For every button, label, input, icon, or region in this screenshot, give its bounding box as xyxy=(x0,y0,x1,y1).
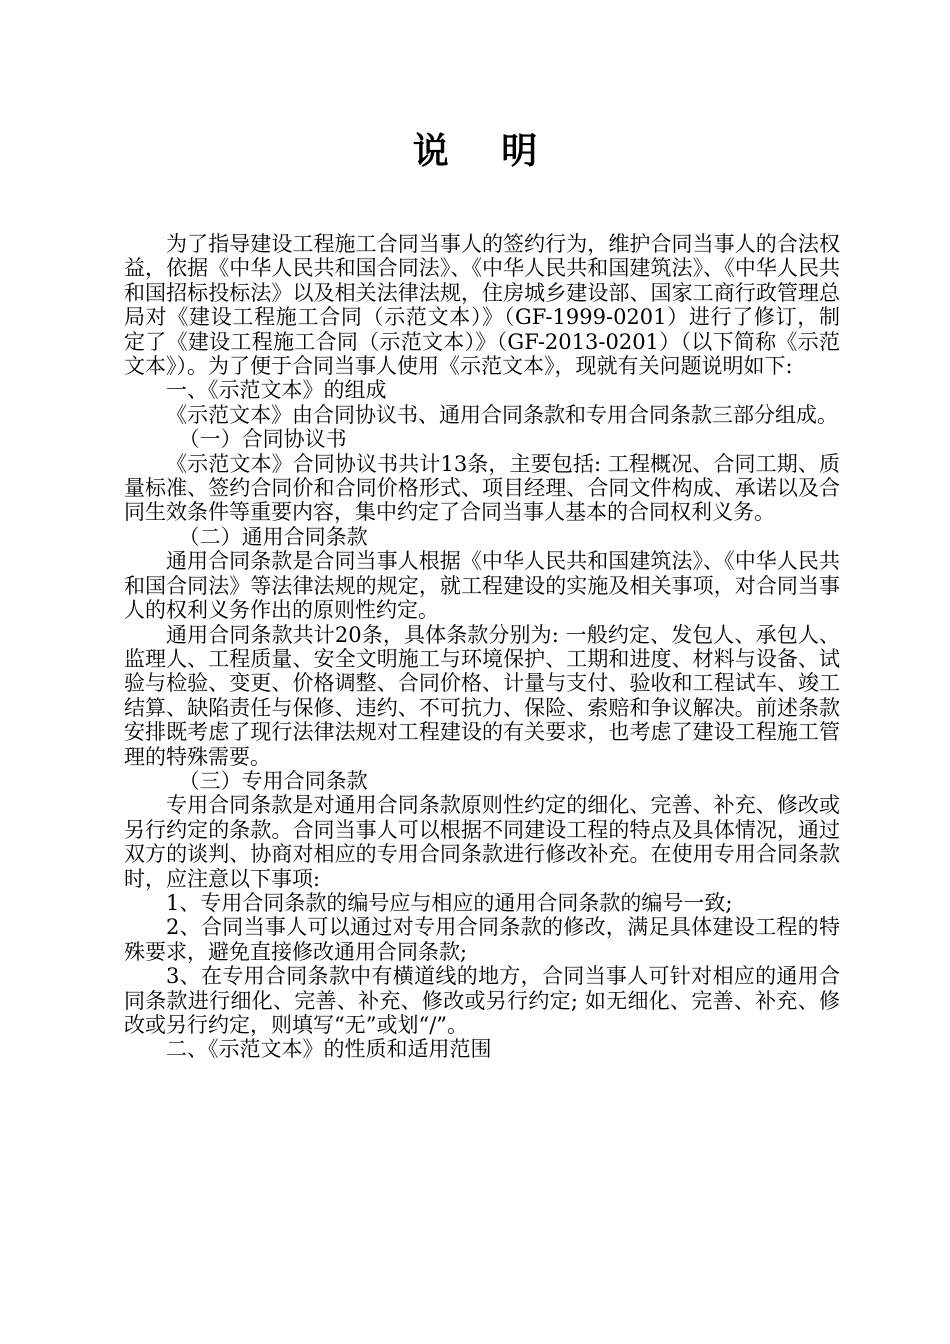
general-terms-paragraph-2: 通用合同条款共计20条，具体条款分别为: 一般约定、发包人、承包人、监理人、工程质量、安全文明施工与环境保护、工期和进度、材料与设备、试验与检验、变更、价格调整、合同价格、计量与支付、验收和工程试车、竣工结算、缺陷责任与保修、违约、不可抗力、保险、索赔和争议解决。前述条款安排既考虑了现行法律法规对工程建设的有关要求，也考虑了建设工程施工管理的特殊需要。 xyxy=(124,622,840,769)
subheading-agreement: （一）合同协议书 xyxy=(178,427,347,452)
section-heading-scope: 二、《示范文本》的性质和适用范围 xyxy=(166,1037,492,1062)
composition-paragraph: 《示范文本》由合同协议书、通用合同条款和专用合同条款三部分组成。 xyxy=(166,402,838,427)
subheading-special-terms: （三）专用合同条款 xyxy=(178,768,368,793)
general-terms-paragraph-1: 通用合同条款是合同当事人根据《中华人民共和国建筑法》、《中华人民共和国合同法》等法律法规的规定，就工程建设的实施及相关事项，对合同当事人的权利义务作出的原则性约定。 xyxy=(124,549,840,623)
page-title: 说 明 xyxy=(412,131,558,172)
subheading-general-terms: （二）通用合同条款 xyxy=(178,524,368,549)
agreement-paragraph: 《示范文本》合同协议书共计13条，主要包括: 工程概况、合同工期、质量标准、签约合同价和合同价格形式、项目经理、合同文件构成、承诺以及合同生效条件等重要内容，集中约定了合同当事人基本的合同权利义务。 xyxy=(124,451,840,525)
special-terms-note-3: 3、在专用合同条款中有横道线的地方，合同当事人可针对相应的通用合同条款进行细化、完善、补充、修改或另行约定; 如无细化、完善、补充、修改或另行约定，则填写“无”或划“/”。 xyxy=(124,964,840,1037)
intro-paragraph: 为了指导建设工程施工合同当事人的签约行为，维护合同当事人的合法权益，依据《中华人民共和国合同法》、《中华人民共和国建筑法》、《中华人民共和国招标投标法》以及相关法律法规，住房城乡建设部、国家工商行政管理总局对《建设工程施工合同（示范文本）》（GF-1999-0201）进行了修订，制定了《建设工程施工合同（示范文本）》（GF-2013-0201）（以下简称《示范文本》）。为了便于合同当事人使用《示范文本》，现就有关问题说明如下: xyxy=(124,232,840,379)
special-terms-paragraph: 专用合同条款是对通用合同条款原则性约定的细化、完善、补充、修改或另行约定的条款。合同当事人可以根据不同建设工程的特点及具体情况，通过双方的谈判、协商对相应的专用合同条款进行修改补充。在使用专用合同条款时，应注意以下事项: xyxy=(124,793,840,891)
special-terms-note-2: 2、合同当事人可以通过对专用合同条款的修改，满足具体建设工程的特殊要求，避免直接修改通用合同条款; xyxy=(124,915,840,964)
special-terms-note-1: 1、专用合同条款的编号应与相应的通用合同条款的编号一致; xyxy=(166,890,733,915)
section-heading-composition: 一、《示范文本》的组成 xyxy=(166,378,387,403)
document-body xyxy=(124,232,840,1062)
